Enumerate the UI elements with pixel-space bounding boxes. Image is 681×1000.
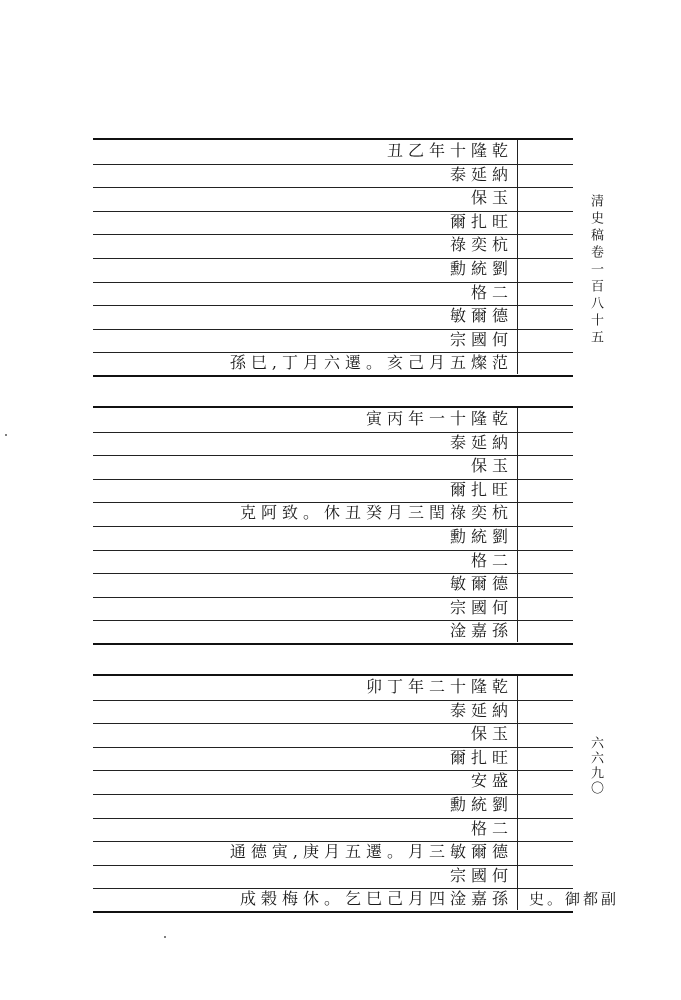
- ink-speck: [164, 936, 166, 938]
- row-text-left: 爾扎旺: [449, 479, 513, 499]
- section-bottom-rule: [93, 643, 573, 645]
- row-text-left: 格二: [470, 282, 513, 302]
- ink-speck: [5, 434, 7, 436]
- row-text-left: 孫巳,丁月六遷。亥己月五燦范: [229, 353, 513, 373]
- row-text-left: 宗國何: [449, 865, 513, 885]
- row-text-left: 格二: [470, 550, 513, 570]
- row-text-left: 保玉: [470, 188, 513, 208]
- row-text-left: 卯丁年二十隆乾: [365, 677, 513, 696]
- row-text-left: 寅丙年一十隆乾: [365, 409, 513, 428]
- column-divider: [517, 676, 518, 910]
- row-text-left: 淦嘉孫: [449, 621, 513, 641]
- row-text-left: 勳統劉: [449, 795, 513, 814]
- row-text-left: 通德寅,庚月五遷。月三敏爾德: [229, 842, 513, 862]
- row-text-left: 保玉: [470, 724, 513, 744]
- row-text-left: 丑乙年十隆乾: [386, 141, 513, 160]
- row-text-left: 格二: [470, 818, 513, 838]
- row-text-left: 成榖梅休。乞巳己月四淦嘉孫: [239, 889, 513, 909]
- table-section: [93, 138, 573, 376]
- row-text-left: 保玉: [470, 456, 513, 476]
- row-text-left: 克阿致。休丑癸月三閏祿奕杭: [239, 503, 513, 523]
- row-text-left: 爾扎旺: [449, 211, 513, 231]
- row-text-left: 爾扎旺: [449, 747, 513, 767]
- row-text-left: 安盛: [470, 771, 513, 791]
- section-bottom-rule: [93, 911, 573, 913]
- row-text-left: 宗國何: [449, 597, 513, 617]
- row-text-left: 泰延納: [449, 700, 513, 720]
- row-text-left: 祿奕杭: [449, 235, 513, 255]
- row-text-left: 勳統劉: [449, 527, 513, 546]
- table-section: [93, 406, 573, 644]
- row-text-left: 勳統劉: [449, 259, 513, 278]
- column-divider: [517, 408, 518, 642]
- row-text-left: 泰延納: [449, 432, 513, 452]
- row-text-right: 史。御都副: [529, 890, 620, 909]
- column-divider: [517, 140, 518, 374]
- row-text-left: 敏爾德: [449, 574, 513, 594]
- book-title: 清史稿卷一百八十五: [588, 194, 603, 347]
- row-text-left: 泰延納: [449, 164, 513, 184]
- row-text-left: 宗國何: [449, 329, 513, 349]
- page-number: 六六九〇: [588, 736, 603, 796]
- section-bottom-rule: [93, 375, 573, 377]
- row-text-left: 敏爾德: [449, 306, 513, 326]
